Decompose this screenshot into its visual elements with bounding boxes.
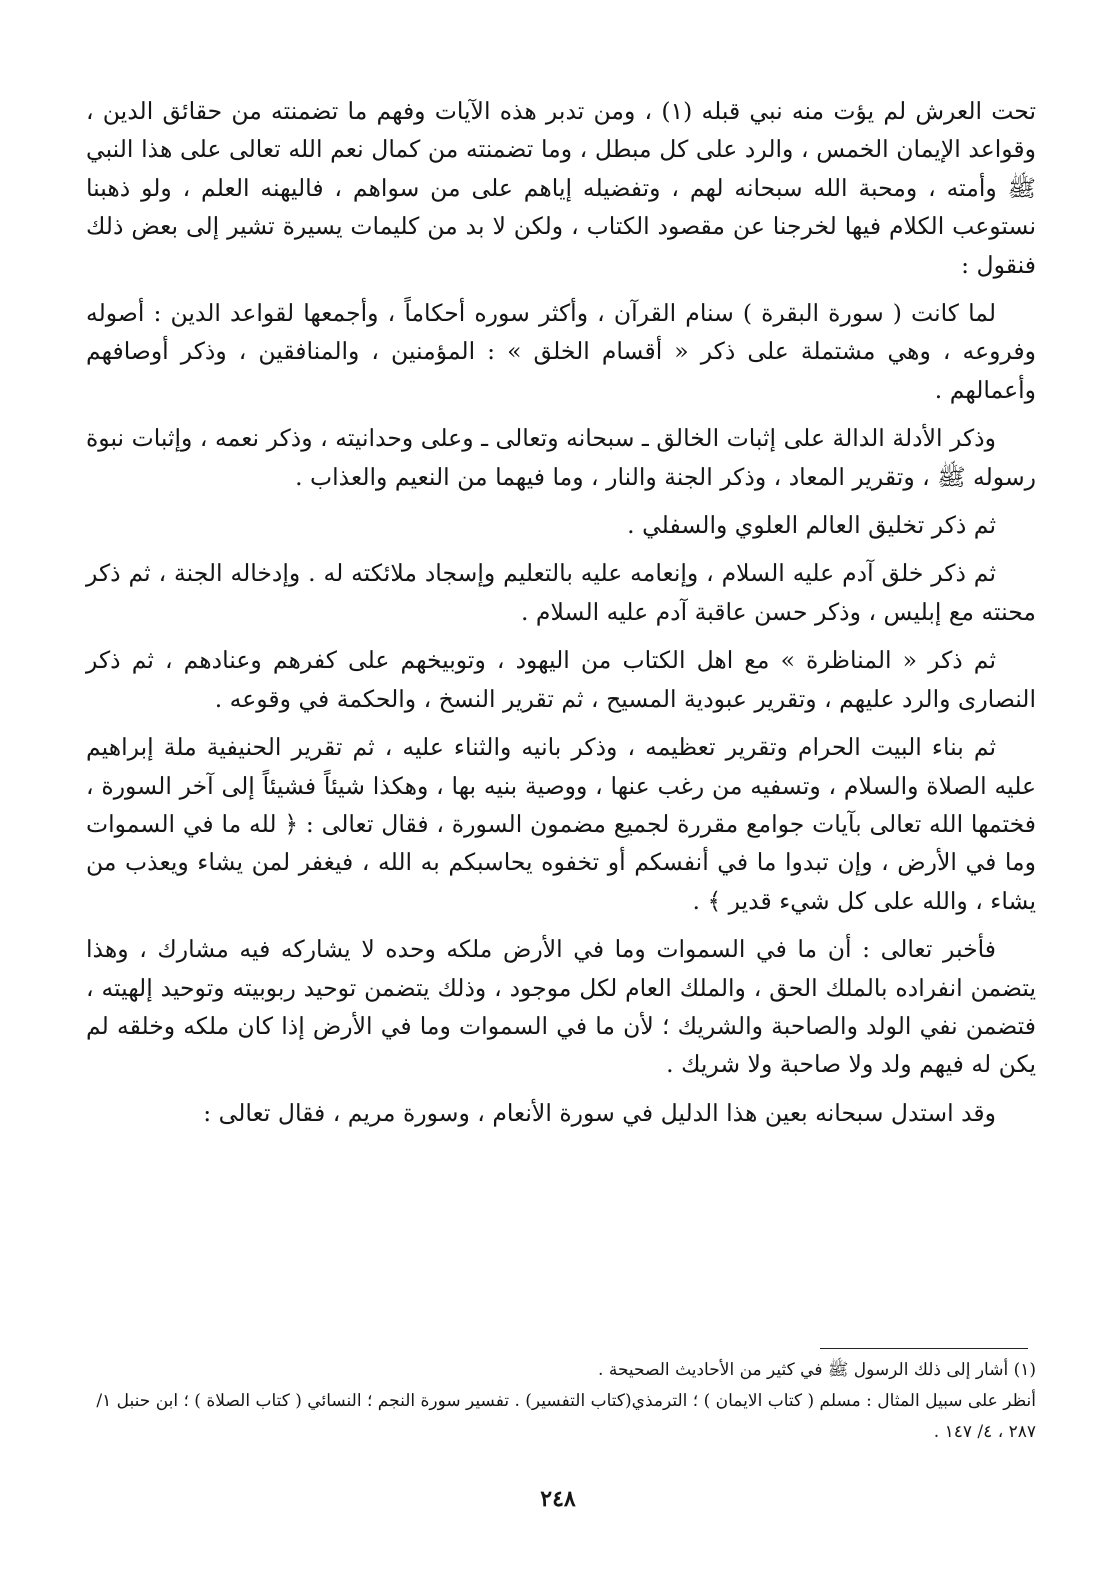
paragraph-9: وقد استدل سبحانه بعين هذا الدليل في سورة الأنعام ، وسورة مريم ، فقال تعالى : [203, 1098, 996, 1127]
page-number: ٢٤٨ [540, 1486, 576, 1512]
footnote-separator [820, 1348, 1028, 1349]
paragraph-8: فأخبر تعالى : أن ما في السموات وما في الأرض ملكه وحده لا يشاركه فيه مشارك ، وهذا يتضمن انفراده بالملك الحق ، والملك العام لكل موجود ، وذلك يتضمن توحيد ربوبيته وتوحيد إلهيته ، فتضمن نفي الولد والصاحبة والشريك ؛ لأن ما في السموات وما في الأرض إذا كان ملكه وخلقه لم يكن له فيهم ولد ولا صاحبة ولا شريك . [86, 935, 1036, 1079]
paragraph-2: لما كانت ( سورة البقرة ) سنام القرآن ، وأكثر سوره أحكاماً ، وأجمعها لقواعد الدين : أصوله وفروعه ، وهي مشتملة على ذكر « أقسام الخلق » : المؤمنين ، والمنافقين ، وذكر أوصافهم وأعمالهم . [86, 299, 1036, 404]
paragraph-3: وذكر الأدلة الدالة على إثبات الخالق ـ سبحانه وتعالى ـ وعلى وحدانيته ، وذكر نعمه ، وإثبات نبوة رسوله ﷺ ، وتقرير المعاد ، وذكر الجنة والنار ، وما فيهما من النعيم والعذاب . [86, 424, 1036, 491]
footnote-1-references: أنظر على سبيل المثال : مسلم ( كتاب الايمان ) ؛ الترمذي(كتاب التفسير) . تفسير سورة النجم ؛ النسائي ( كتاب الصلاة ) ؛ ابن حنبل ١/ ٢٨٧ ، ٤/ ١٤٧ . [96, 1391, 1036, 1442]
paragraph-6: ثم ذكر « المناظرة » مع اهل الكتاب من اليهود ، وتوبيخهم على كفرهم وعنادهم ، ثم ذكر النصارى والرد عليهم ، وتقرير عبودية المسيح ، ثم تقرير النسخ ، والحكمة في وقوعه . [86, 646, 1036, 713]
footnotes [86, 1355, 1036, 1448]
paragraph-5: ثم ذكر خلق آدم عليه السلام ، وإنعامه عليه بالتعليم وإسجاد ملائكته له . وإدخاله الجنة ، ثم ذكر محنته مع إبليس ، وذكر حسن عاقبة آدم عليه السلام . [86, 559, 1036, 626]
paragraph-1: تحت العرش لم يؤت منه نبي قبله (١) ، ومن تدبر هذه الآيات وفهم ما تضمنته من حقائق الدين ، وقواعد الإيمان الخمس ، والرد على كل مبطل ، وما تضمنته من كمال نعم الله تعالى على هذا النبي ﷺ وأمته ، ومحبة الله سبحانه لهم ، وتفضيله إياهم على من سواهم ، فاليهنه العلم ، ولو ذهبنا نستوعب الكلام فيها لخرجنا عن مقصود الكتاب ، ولكن لا بد من كليمات يسيرة تشير إلى بعض ذلك فنقول : [86, 97, 1036, 279]
paragraph-7: ثم بناء البيت الحرام وتقرير تعظيمه ، وذكر بانيه والثناء عليه ، ثم تقرير الحنيفية ملة إبراهيم عليه الصلاة والسلام ، وتسفيه من رغب عنها ، ووصية بنيه بها ، وهكذا شيئاً فشيئاً إلى آخر السورة ، فختمها الله تعالى بآيات جوامع مقررة لجميع مضمون السورة ، فقال تعالى : ﴿ لله ما في السموات وما في الأرض ، وإن تبدوا ما في أنفسكم أو تخفوه يحاسبكم به الله ، فيغفر لمن يشاء ويعذب من يشاء ، والله على كل شيء قدير ﴾ . [86, 733, 1036, 915]
paragraph-4: ثم ذكر تخليق العالم العلوي والسفلي . [627, 511, 996, 540]
footnote-1: (١) أشار إلى ذلك الرسول ﷺ في كثير من الأحاديث الصحيحة . [598, 1360, 1036, 1380]
main-text [86, 92, 1036, 1132]
